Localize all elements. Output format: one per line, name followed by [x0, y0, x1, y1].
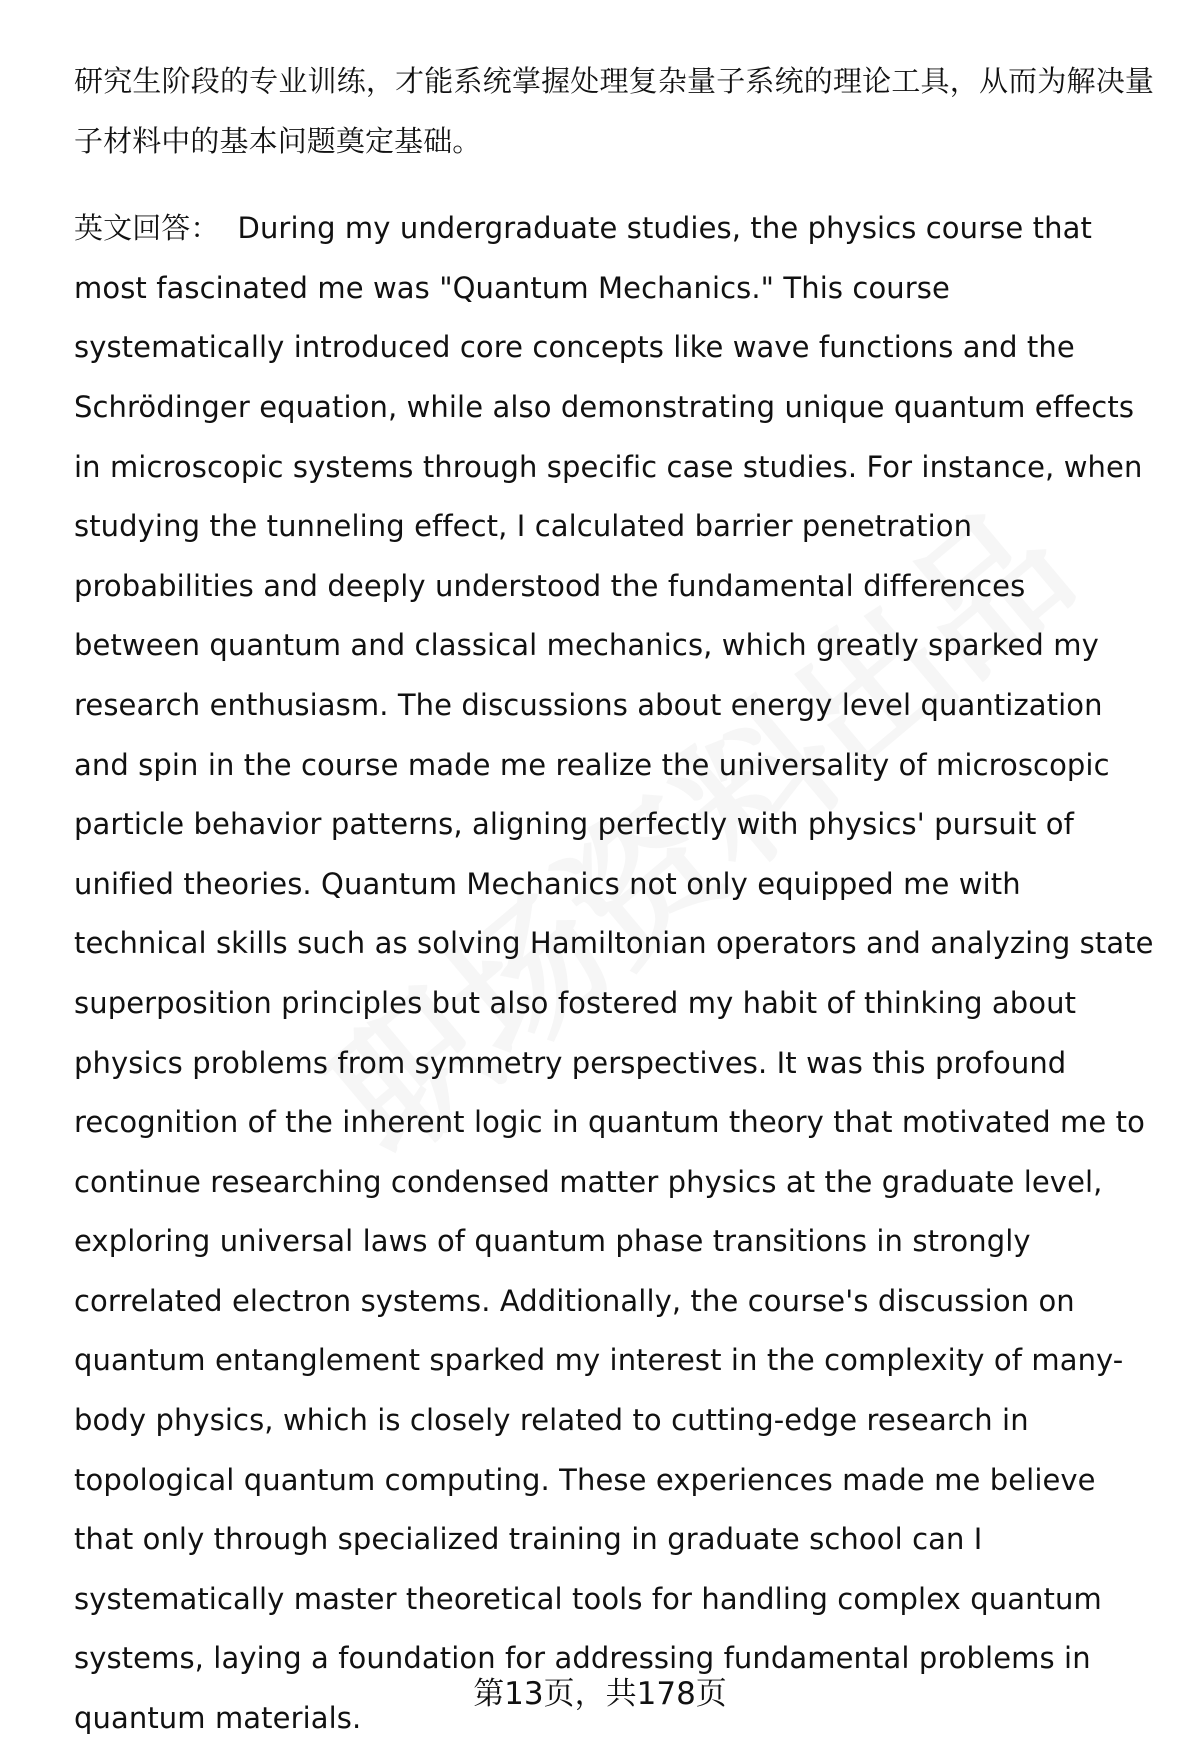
english-answer-paragraph — [74, 199, 1154, 1748]
chinese-paragraph: 研究生阶段的专业训练，才能系统掌握处理复杂量子系统的理论工具，从而为解决量子材料中的基本问题奠定基础。 — [74, 64, 1154, 158]
answer-text: During my undergraduate studies, the physics course that most fascinated me was "Quantum Mechanics." This course systematically introduced core concepts like wave functions and the Schrödinger equation, while also demonstrating unique quantum effects in microscopic systems through specific case studies. For instance, when studying the tunneling effect, I calculated barrier penetration probabilities and deeply understood the fundamental differences between quantum and classical mechanics, which greatly sparked my research enthusiasm. The discussions about energy level quantization and spin in the course made me realize the universality of microscopic particle behavior patterns, aligning perfectly with physics' pursuit of unified theories. Quantum Mechanics not only equipped me with technical skills such as solving Hamiltonian operators and analyzing state superposition principles but also fostered my habit of thinking about physics problems from symmetry perspectives. It was this profound recognition of the inherent logic in quantum theory that motivated me to continue researching condensed matter physics at the graduate level, exploring universal laws of quantum phase transitions in strongly correlated electron systems. Additionally, the course's discussion on quantum entanglement sparked my interest in the complexity of many-body physics, which is closely related to cutting-edge research in topological quantum computing. These experiences made me believe that only through specialized training in graduate school can I systematically master theoretical tools for handling complex quantum systems, laying a foundation for addressing fundamental problems in quantum materials. — [74, 211, 1154, 1736]
answer-label: 英文回答： — [74, 211, 220, 246]
page-number-footer: 第13页，共178页 — [473, 1676, 727, 1712]
document-body — [74, 52, 1154, 1749]
